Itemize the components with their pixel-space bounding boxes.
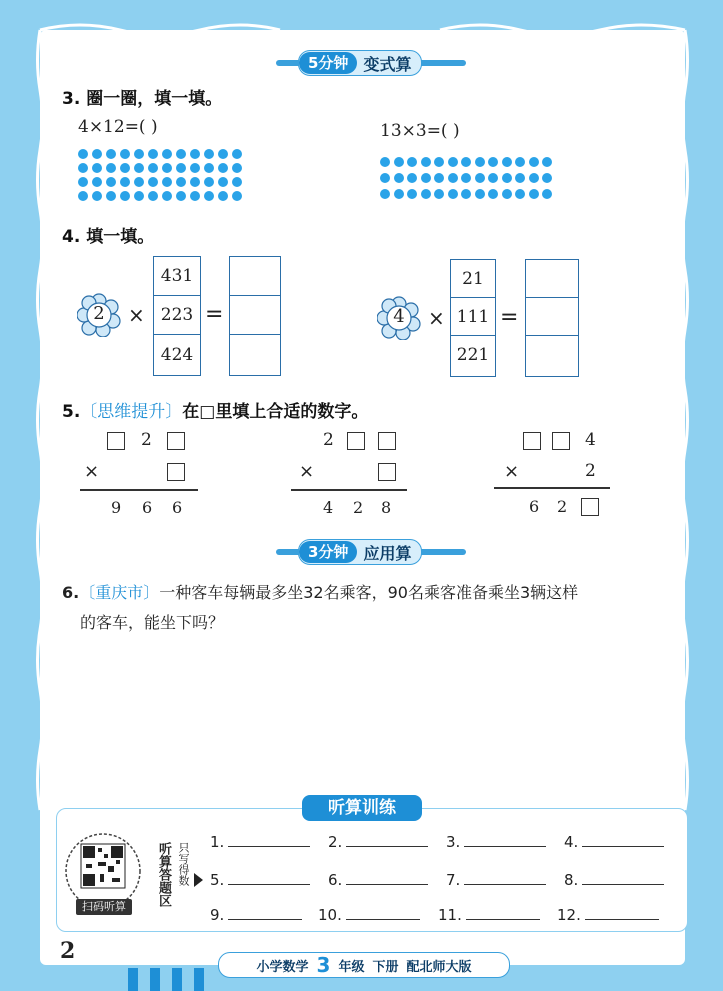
q4-left-value: 223 bbox=[154, 296, 200, 335]
dot bbox=[92, 163, 102, 173]
dot bbox=[92, 149, 102, 159]
dot bbox=[488, 157, 498, 167]
q4-right-number-column bbox=[450, 259, 496, 377]
q4-left-times: × bbox=[128, 303, 145, 327]
dot bbox=[529, 189, 539, 199]
dot bbox=[78, 177, 88, 187]
p1-top-digit: 2 bbox=[141, 430, 152, 450]
dot bbox=[475, 173, 485, 183]
dot bbox=[542, 189, 552, 199]
dot bbox=[394, 189, 404, 199]
dot bbox=[204, 163, 214, 173]
dot bbox=[421, 157, 431, 167]
dot bbox=[176, 149, 186, 159]
answer-area-label: 听算答题区 bbox=[156, 842, 171, 907]
times-sign: × bbox=[504, 461, 520, 482]
dot bbox=[380, 157, 390, 167]
listening-answer-item[interactable]: 5. bbox=[210, 871, 310, 889]
dot bbox=[421, 189, 431, 199]
p3-top-digit: 4 bbox=[585, 430, 596, 450]
answer-area-note: 只写得数 bbox=[177, 842, 190, 886]
answer-box[interactable] bbox=[230, 296, 280, 335]
dot bbox=[502, 173, 512, 183]
dot bbox=[78, 191, 88, 201]
dot bbox=[434, 189, 444, 199]
section-header-application bbox=[298, 539, 422, 565]
p3-bottom-digit: 2 bbox=[585, 461, 596, 481]
dot bbox=[448, 173, 458, 183]
p3-result-digit: 6 bbox=[529, 497, 540, 516]
answer-box[interactable] bbox=[581, 496, 599, 516]
dot bbox=[232, 191, 242, 201]
footer-bar bbox=[150, 968, 160, 991]
q5-number: 5. bbox=[62, 402, 81, 422]
section-header-variant bbox=[298, 50, 422, 76]
dot bbox=[204, 177, 214, 187]
listening-answer-item[interactable]: 12. bbox=[557, 906, 659, 924]
dot bbox=[148, 163, 158, 173]
q4-left-multiplier: 2 bbox=[93, 303, 105, 324]
dot bbox=[488, 189, 498, 199]
dot bbox=[218, 149, 228, 159]
q5-bracket-label: 〔思维提升〕 bbox=[80, 402, 183, 422]
q4-left-value: 424 bbox=[160, 344, 194, 365]
p3-result-digit: 2 bbox=[557, 497, 568, 516]
q3-right-equation: 13×3=( ) bbox=[380, 121, 460, 141]
dot bbox=[134, 177, 144, 187]
p2-result-digit: 2 bbox=[353, 498, 364, 517]
dot bbox=[78, 163, 88, 173]
question-3-title: 3. 圈一圈，填一填。 bbox=[62, 89, 223, 109]
answer-box[interactable] bbox=[378, 430, 396, 450]
dot bbox=[218, 191, 228, 201]
footer-bar bbox=[194, 968, 204, 991]
listening-answer-item[interactable]: 9. bbox=[210, 906, 302, 924]
q4-left-value: 431 bbox=[154, 257, 200, 296]
vertical-calc-line bbox=[494, 487, 610, 489]
q3-left-dot-array bbox=[78, 149, 242, 201]
footer-bar bbox=[172, 968, 182, 991]
listening-answer-item[interactable]: 4. bbox=[564, 833, 664, 851]
dot bbox=[162, 191, 172, 201]
dot bbox=[148, 191, 158, 201]
q4-right-times: × bbox=[428, 306, 445, 330]
dot bbox=[232, 149, 242, 159]
dot bbox=[232, 163, 242, 173]
question-4-title: 4. 填一填。 bbox=[62, 227, 155, 247]
page-number: 2 bbox=[60, 938, 76, 964]
dot bbox=[176, 163, 186, 173]
q4-left-number-column bbox=[153, 256, 201, 376]
answer-box[interactable] bbox=[230, 335, 280, 374]
dot bbox=[529, 157, 539, 167]
q4-left-equals: = bbox=[205, 302, 224, 327]
question-6 bbox=[62, 578, 677, 638]
answer-box[interactable] bbox=[523, 430, 541, 450]
q3-right-dot-array bbox=[380, 157, 552, 199]
dot bbox=[134, 149, 144, 159]
dot bbox=[502, 157, 512, 167]
dot bbox=[461, 189, 471, 199]
p1-result-digit: 6 bbox=[172, 498, 183, 517]
p2-result-digit: 4 bbox=[323, 498, 334, 517]
answer-box[interactable] bbox=[526, 260, 578, 298]
dot bbox=[162, 163, 172, 173]
footer-bar bbox=[128, 968, 138, 991]
dot bbox=[218, 163, 228, 173]
dot bbox=[190, 163, 200, 173]
q6-text-line2: 的客车，能坐下吗？ bbox=[80, 613, 225, 632]
q4-left-answer-column[interactable] bbox=[229, 256, 281, 376]
answer-box[interactable] bbox=[526, 336, 578, 374]
dot bbox=[421, 173, 431, 183]
dot bbox=[92, 177, 102, 187]
q5-instruction: 在□里填上合适的数字。 bbox=[182, 402, 369, 422]
dot bbox=[515, 189, 525, 199]
dot bbox=[204, 191, 214, 201]
listening-title: 听算训练 bbox=[302, 795, 422, 821]
p1-result-digit: 9 bbox=[111, 498, 122, 517]
dot bbox=[475, 189, 485, 199]
dot bbox=[148, 149, 158, 159]
dot bbox=[106, 149, 116, 159]
q4-right-value: 21 bbox=[451, 260, 495, 298]
footer-subject: 小学数学 bbox=[256, 959, 309, 975]
q4-right-answer-column[interactable] bbox=[525, 259, 579, 377]
dot bbox=[190, 191, 200, 201]
dot bbox=[120, 177, 130, 187]
dot bbox=[106, 163, 116, 173]
answer-box[interactable] bbox=[347, 430, 365, 450]
dot bbox=[106, 177, 116, 187]
footer-grade: 年级 bbox=[338, 959, 365, 975]
q6-bracket-label: 〔重庆市〕 bbox=[79, 583, 160, 602]
listening-answer-item[interactable]: 10. bbox=[318, 906, 420, 924]
section-title: 应用算 bbox=[363, 543, 412, 563]
footer-book-info bbox=[218, 952, 510, 978]
dot bbox=[232, 177, 242, 187]
dot bbox=[407, 173, 417, 183]
dot bbox=[502, 189, 512, 199]
dot bbox=[461, 173, 471, 183]
dot bbox=[475, 157, 485, 167]
listening-answer-item[interactable]: 6. bbox=[328, 871, 428, 889]
q4-right-multiplier: 4 bbox=[393, 306, 405, 327]
dot bbox=[190, 177, 200, 187]
dot bbox=[78, 149, 88, 159]
dot bbox=[120, 149, 130, 159]
listening-answer-item[interactable]: 7. bbox=[446, 871, 546, 889]
dot bbox=[380, 173, 390, 183]
dot bbox=[394, 157, 404, 167]
dot bbox=[407, 157, 417, 167]
vertical-calc-line bbox=[291, 489, 407, 491]
dot bbox=[134, 191, 144, 201]
section-time-tag: 5分钟 bbox=[299, 52, 357, 74]
dot bbox=[542, 173, 552, 183]
arrow-right-icon bbox=[194, 873, 203, 887]
answer-box[interactable] bbox=[230, 257, 280, 296]
answer-box[interactable] bbox=[378, 461, 396, 481]
dot bbox=[120, 191, 130, 201]
section-time-tag: 3分钟 bbox=[299, 541, 357, 563]
q6-number: 6. bbox=[62, 583, 80, 602]
dot bbox=[529, 173, 539, 183]
times-sign: × bbox=[84, 461, 100, 482]
dot bbox=[394, 173, 404, 183]
dot bbox=[120, 163, 130, 173]
dot bbox=[448, 189, 458, 199]
qr-caption: 扫码听算 bbox=[76, 899, 132, 915]
dot bbox=[176, 191, 186, 201]
dot bbox=[380, 189, 390, 199]
p2-result-digit: 8 bbox=[381, 498, 392, 517]
question-5-title bbox=[62, 397, 368, 422]
listening-answer-item[interactable]: 3. bbox=[446, 833, 546, 851]
dot bbox=[434, 157, 444, 167]
section-title: 变式算 bbox=[363, 54, 412, 74]
q4-right-value: 221 bbox=[456, 345, 490, 365]
dot bbox=[434, 173, 444, 183]
dot bbox=[92, 191, 102, 201]
q6-line1 bbox=[62, 578, 677, 608]
dot bbox=[190, 149, 200, 159]
dot bbox=[218, 177, 228, 187]
listening-answer-item[interactable]: 1. bbox=[210, 833, 310, 851]
dot bbox=[204, 149, 214, 159]
q4-right-value: 111 bbox=[451, 298, 495, 336]
dot bbox=[106, 191, 116, 201]
dot bbox=[148, 177, 158, 187]
listening-answer-item[interactable]: 8. bbox=[564, 871, 664, 889]
dot bbox=[134, 163, 144, 173]
footer-edition: 配北师大版 bbox=[406, 959, 472, 975]
dot bbox=[461, 157, 471, 167]
vertical-calc-line bbox=[80, 489, 198, 491]
dot bbox=[162, 177, 172, 187]
answer-box[interactable] bbox=[167, 461, 185, 481]
q4-right-equals: = bbox=[500, 305, 519, 330]
q3-left-equation: 4×12=( ) bbox=[78, 117, 158, 137]
dot bbox=[176, 177, 186, 187]
answer-box[interactable] bbox=[526, 298, 578, 336]
dot bbox=[488, 173, 498, 183]
dot bbox=[162, 149, 172, 159]
q6-text-line1: 一种客车每辆最多坐32名乘客，90名乘客准备乘坐3辆这样 bbox=[159, 583, 579, 602]
listening-answer-item[interactable]: 2. bbox=[328, 833, 428, 851]
answer-box[interactable] bbox=[107, 430, 125, 450]
dot bbox=[407, 189, 417, 199]
listening-answer-item[interactable]: 11. bbox=[438, 906, 540, 924]
p1-result-digit: 6 bbox=[142, 498, 153, 517]
answer-box[interactable] bbox=[167, 430, 185, 450]
dot bbox=[448, 157, 458, 167]
dot bbox=[515, 157, 525, 167]
p2-top-digit: 2 bbox=[323, 430, 334, 450]
dot bbox=[515, 173, 525, 183]
dot bbox=[542, 157, 552, 167]
times-sign: × bbox=[299, 461, 315, 482]
footer-volume: 下册 bbox=[372, 959, 399, 975]
answer-box[interactable] bbox=[552, 430, 570, 450]
footer-grade-number: 3 bbox=[316, 953, 331, 977]
